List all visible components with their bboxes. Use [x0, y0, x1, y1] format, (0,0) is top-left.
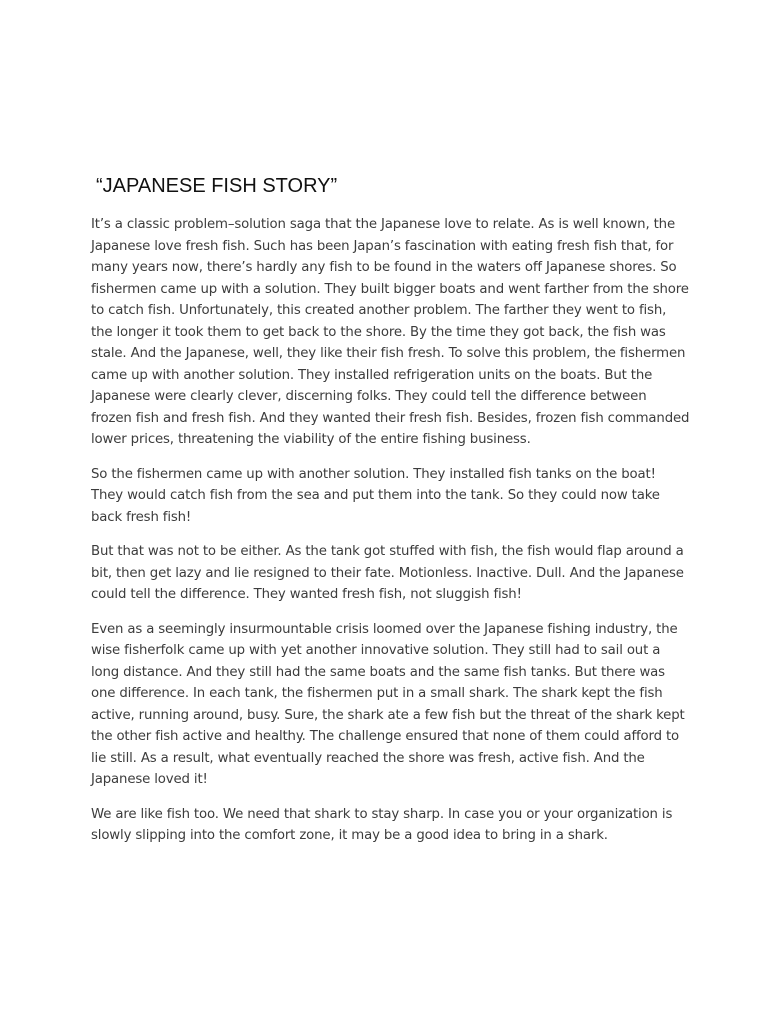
- paragraph-2: So the fishermen came up with another solution. They installed fish tanks on the boat! They would catch fish from the sea and put them into the tank. So they could now take back fresh fish!: [91, 466, 660, 525]
- paragraph-1: It’s a classic problem–solution saga that the Japanese love to relate. As is well known, the Japanese love fresh fish. Such has been Japan’s fascination with eating fresh fish that, for many years now, there’s hardly any fish to be found in the waters off Japanese shores. So fishermen came up with a solution. They built bigger boats and went farther from the shore to catch fish. Unfortunately, this created another problem. The farther they went to fish, the longer it took them to get back to the shore. By the time they got back, the fish was stale. And the Japanese, well, they like their fish fresh. To solve this problem, the fishermen came up with another solution. They installed refrigeration units on the boats. But the Japanese were clearly clever, discerning folks. They could tell the difference between frozen fish and fresh fish. And they wanted their fresh fish. Besides, frozen fish commanded lower prices, threatening the viability of the entire fishing business.: [91, 217, 690, 447]
- paragraph-5: We are like fish too. We need that shark to stay sharp. In case you or your organization is slowly slipping into the comfort zone, it may be a good idea to bring in a shark.: [91, 806, 673, 843]
- document-title: “JAPANESE FISH STORY”: [96, 175, 338, 197]
- paragraph-3: But that was not to be either. As the tank got stuffed with fish, the fish would flap around a bit, then get lazy and lie resigned to their fate. Motionless. Inactive. Dull. And the Japanese could tell the difference. They wanted fresh fish, not sluggish fish!: [91, 544, 684, 602]
- paragraph-4: Even as a seemingly insurmountable crisis loomed over the Japanese fishing industry, the wise fisherfolk came up with yet another innovative solution. They still had to sail out a long distance. And they still had the same boats and the same fish tanks. But there was one difference. In each tank, the fishermen put in a small shark. The shark kept the fish active, running around, busy. Sure, the shark ate a few fish but the threat of the shark kept the other fish active and healthy. The challenge ensured that none of them could afford to lie still. As a result, what eventually reached the shore was fresh, active fish. And the Japanese loved it!: [91, 621, 685, 787]
- document-body: [91, 214, 691, 860]
